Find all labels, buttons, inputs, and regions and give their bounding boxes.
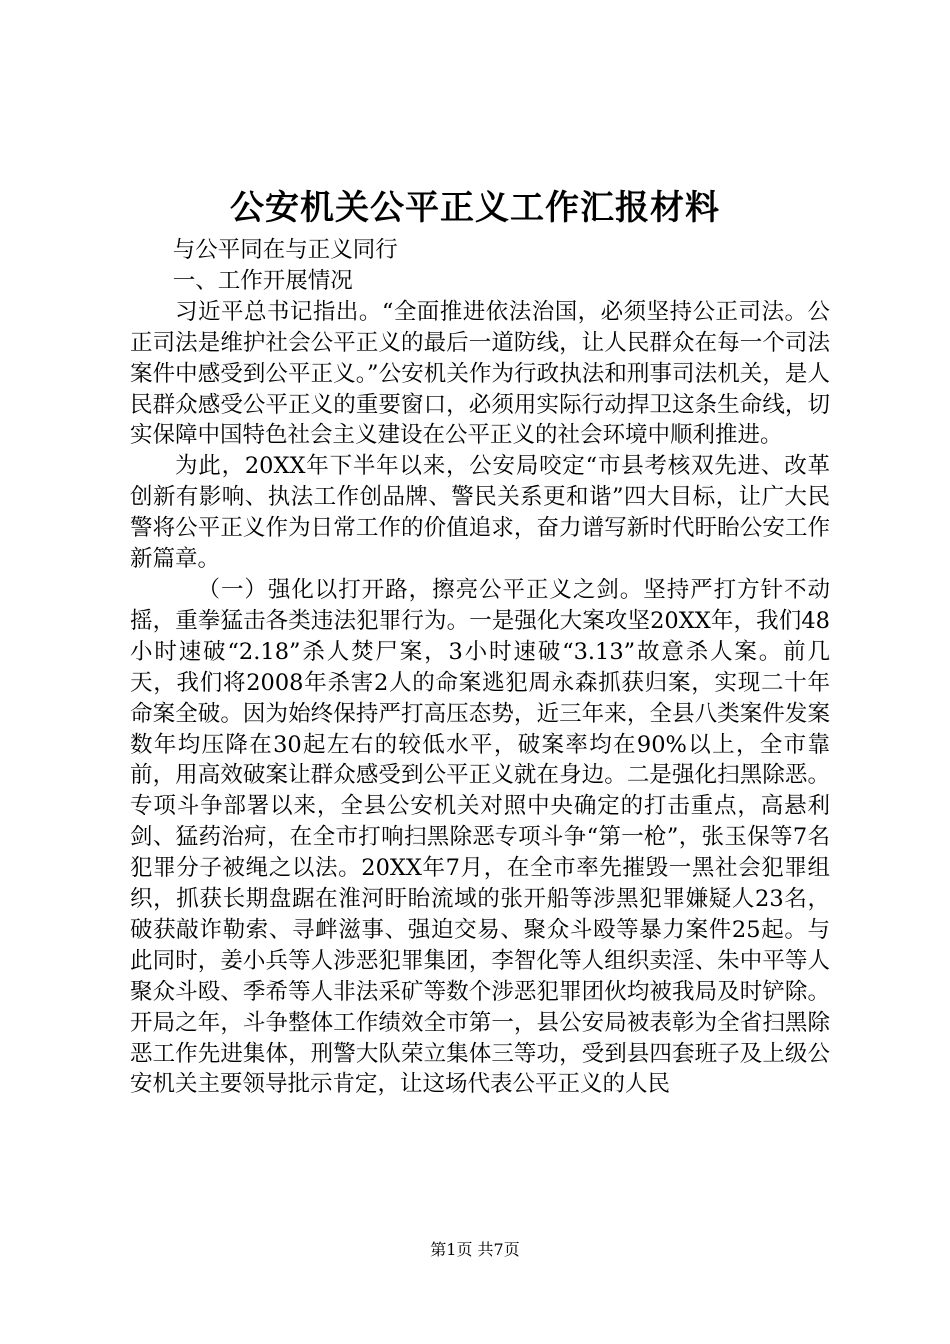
document-body [130,235,830,1100]
paragraph-1: 习近平总书记指出。“全面推进依法治国，必须坚持公正司法。公正司法是维护社会公平正义的最后一道防线，让人民群众在每一个司法案件中感受到公平正义。”公安机关作为行政执法和刑事司法机关，是人民群众感受公平正义的重要窗口，必须用实际行动捍卫这条生命线，切实保障中国特色社会主义建设在公平正义的社会环境中顺利推进。 [130,298,830,449]
paragraph-2: 为此，20XX年下半年以来，公安局咬定“市县考核双先进、改革创新有影响、执法工作创品牌、警民关系更和谐”四大目标，让广大民警将公平正义作为日常工作的价值追求，奋力谱写新时代盱眙公安工作新篇章。 [130,453,830,573]
section-heading: 一、工作开展情况 [172,267,353,294]
document-subtitle: 与公平同在与正义同行 [172,237,398,263]
paragraph-3: （一）强化以打开路，擦亮公平正义之剑。坚持严打方针不动摇，重拳猛击各类违法犯罪行为。一是强化大案攻坚20XX年，我们48小时速破“2.18”杀人焚尸案，3小时速破“3.13”故意杀人案。前几天，我们将2008年杀害2人的命案逃犯周永森抓获归案，实现二十年命案全破。因为始终保持严打高压态势，近三年来，全县八类案件发案数年均压降在30起左右的较低水平，破案率均在90%以上，全市靠前，用高效破案让群众感受到公平正义就在身边。二是强化扫黑除恶。专项斗争部署以来，全县公安机关对照中央确定的打击重点，高悬利剑、猛药治疴，在全市打响扫黑除恶专项斗争“第一枪”，张玉保等7名犯罪分子被绳之以法。20XX年7月，在全市率先摧毁一黑社会犯罪组织，抓获长期盘踞在淮河盱眙流域的张开船等涉黑犯罪嫌疑人23名，破获敲诈勒索、寻衅滋事、强迫交易、聚众斗殴等暴力案件25起。与此同时，姜小兵等人涉恶犯罪集团，李智化等人组织卖淫、朱中平等人聚众斗殴、季希等人非法采矿等数个涉恶犯罪团伙均被我局及时铲除。开局之年，斗争整体工作绩效全市第一，县公安局被表彰为全省扫黑除恶工作先进集体，刑警大队荣立集体三等功，受到县四套班子及上级公安机关主要领导批示肯定，让这场代表公平正义的人民 [130,576,830,1098]
document-title: 公安机关公平正义工作汇报材料 [230,188,720,228]
page-footer: 第1页 共7页 [430,1240,520,1259]
